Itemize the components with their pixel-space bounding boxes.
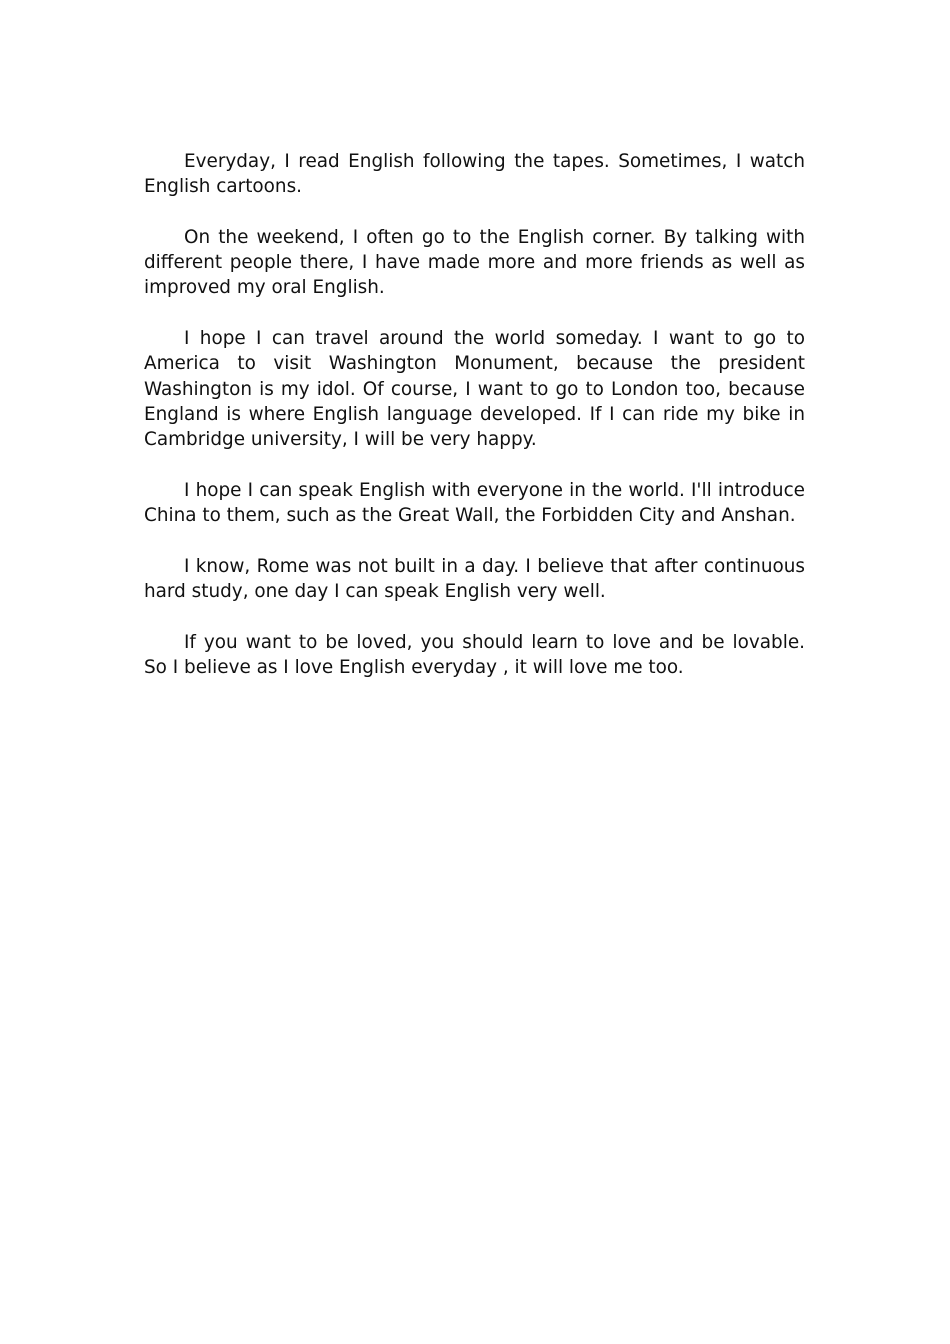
paragraph-4: I hope I can speak English with everyone in the world. I'll introduce China to them, such as the Great Wall, the Forbidden City and Anshan.: [144, 479, 805, 527]
paragraph-3: I hope I can travel around the world someday. I want to go to America to visit Washington Monument, because the president Washington is my idol. Of course, I want to go to London too, because England is where English language developed. If I can ride my bike in Cambridge university, I will be very happy.: [144, 328, 805, 451]
document-body: [144, 149, 805, 706]
paragraph-6: If you want to be loved, you should learn to love and be lovable. So I believe as I love English everyday , it will love me too.: [144, 631, 805, 678]
paragraph-5: I know, Rome was not built in a day. I believe that after continuous hard study, one day I can speak English very well.: [144, 555, 805, 603]
paragraph-2: On the weekend, I often go to the English corner. By talking with different people there, I have made more and more friends as well as improved my oral English.: [144, 226, 805, 299]
paragraph-1: Everyday, I read English following the tapes. Sometimes, I watch English cartoons.: [144, 151, 805, 198]
